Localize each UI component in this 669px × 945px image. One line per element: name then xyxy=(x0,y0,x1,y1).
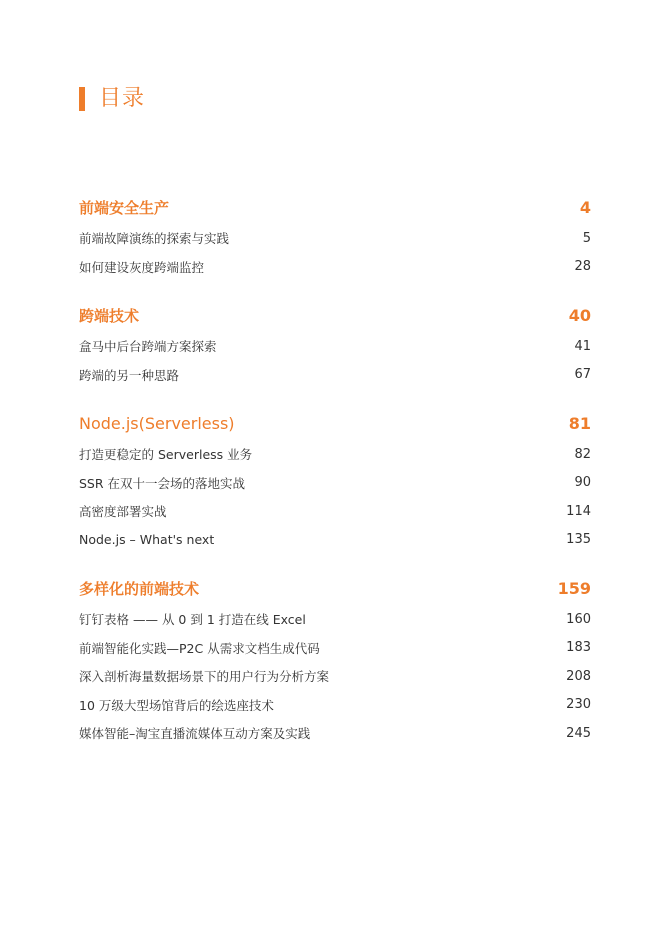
entry-page-number: 160 xyxy=(566,611,591,627)
toc-entry[interactable] xyxy=(79,634,591,663)
section-page-number: 81 xyxy=(568,413,591,433)
toc-entry[interactable] xyxy=(79,224,591,253)
toc-section xyxy=(79,574,591,748)
toc-entry[interactable] xyxy=(79,691,591,720)
entry-page-number: 28 xyxy=(574,259,591,275)
entry-page-number: 5 xyxy=(582,230,591,246)
toc-entry[interactable] xyxy=(79,526,591,555)
section-page-number: 4 xyxy=(579,197,591,217)
toc-entry[interactable] xyxy=(79,361,591,390)
section-header[interactable] xyxy=(79,409,591,437)
entry-title: 10 万级大型场馆背后的绘选座技术 xyxy=(79,697,274,713)
entry-title: 打造更稳定的 Serverless 业务 xyxy=(79,447,253,463)
entry-page-number: 114 xyxy=(566,503,591,519)
toc-entry[interactable] xyxy=(79,469,591,498)
entry-title: SSR 在双十一会场的落地实战 xyxy=(79,475,246,491)
entry-page-number: 67 xyxy=(574,367,591,383)
section-title: 前端安全生产 xyxy=(79,198,170,217)
entry-title: 如何建设灰度跨端监控 xyxy=(79,259,205,275)
entry-page-number: 183 xyxy=(566,640,591,656)
section-title: 跨端技术 xyxy=(79,306,140,325)
entry-title: 前端智能化实践—P2C 从需求文档生成代码 xyxy=(79,640,320,656)
entry-title: 前端故障演练的探索与实践 xyxy=(79,231,230,247)
toc-section xyxy=(79,301,591,389)
entry-page-number: 41 xyxy=(574,338,591,354)
toc-heading xyxy=(79,84,145,114)
entry-page-number: 135 xyxy=(566,532,591,548)
toc-entry[interactable] xyxy=(79,497,591,526)
entry-page-number: 82 xyxy=(574,446,591,462)
section-header[interactable] xyxy=(79,574,591,602)
section-header[interactable] xyxy=(79,193,591,221)
entry-title: 跨端的另一种思路 xyxy=(79,367,180,383)
entry-title: 盒马中后台跨端方案探索 xyxy=(79,339,217,355)
toc-entry[interactable] xyxy=(79,719,591,748)
section-page-number: 40 xyxy=(568,305,591,325)
entry-title: Node.js – What's next xyxy=(79,532,215,548)
section-page-number: 159 xyxy=(557,578,591,598)
table-of-contents xyxy=(79,193,591,768)
entry-title: 钉钉表格 —— 从 0 到 1 打造在线 Excel xyxy=(79,612,306,628)
entry-page-number: 208 xyxy=(566,668,591,684)
page-title: 目录 xyxy=(99,86,146,111)
section-header[interactable] xyxy=(79,301,591,329)
entry-title: 媒体智能–淘宝直播流媒体互动方案及实践 xyxy=(79,726,311,742)
toc-section xyxy=(79,409,591,554)
entry-title: 深入剖析海量数据场景下的用户行为分析方案 xyxy=(79,669,330,685)
entry-page-number: 230 xyxy=(566,697,591,713)
toc-entry[interactable] xyxy=(79,605,591,634)
entry-page-number: 245 xyxy=(566,725,591,741)
toc-entry[interactable] xyxy=(79,440,591,469)
entry-page-number: 90 xyxy=(574,475,591,491)
entry-title: 高密度部署实战 xyxy=(79,504,167,520)
section-title: 多样化的前端技术 xyxy=(79,579,200,598)
toc-entry[interactable] xyxy=(79,662,591,691)
toc-entry[interactable] xyxy=(79,332,591,361)
toc-section xyxy=(79,193,591,281)
heading-accent-bar xyxy=(79,87,85,111)
section-title: Node.js(Serverless) xyxy=(79,413,235,433)
toc-entry[interactable] xyxy=(79,253,591,282)
